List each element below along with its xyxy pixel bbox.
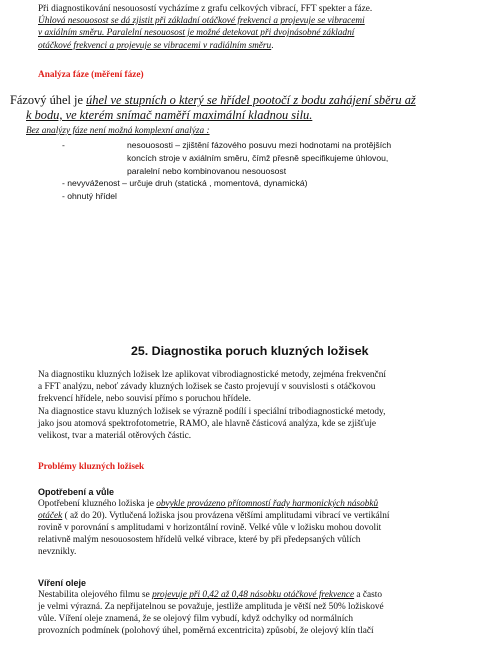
- wear-line-1-text: Opotřebení kluzného ložiska je: [38, 499, 157, 509]
- wear-line-1-underlined: obvykle provázeno přítomností řady harmonických násobků: [156, 499, 379, 509]
- bullet-3: - ohnutý hřídel: [62, 191, 117, 201]
- bullet-dash: -: [62, 140, 65, 150]
- section-p2-line-2: jako jsou atomová spektrofotometrie, RAMO, ale hlavně částicová analýza, kde se zjišťuje: [38, 419, 377, 429]
- wear-line-2: [38, 510, 389, 522]
- whirl-line-4: provozních podmínek (polohový úhel, poměrná excentricita) způsobí, že olejový klín tlačí: [38, 626, 374, 636]
- whirl-line-1-text: Nestabilita olejového filmu se: [38, 590, 153, 600]
- phase-definition-line-1: [10, 93, 416, 107]
- whirl-heading: Víření oleje: [38, 578, 87, 588]
- section-p1-line-3: frekvencí hřídele, nebo souvisí přímo s poruchou hřídele.: [38, 394, 251, 404]
- wear-line-4: relativně malým nesouosostem hřídelů velké vibrace, které by při předepsaných vůlích: [38, 535, 361, 545]
- wear-line-3: rovině v porovnání s amplitudami v horizontální rovině. Velké vůle v ložisku mohou dovolit: [38, 523, 382, 533]
- whirl-line-3: vůle. Víření oleje znamená, že se olejový film vybudí, když odchylky od normálních: [38, 614, 354, 624]
- phase-definition-underlined-1: úhel ve stupních o který se hřídel pootočí z bodu zahájení sběru až: [86, 93, 416, 107]
- intro-line-4-period: .: [271, 41, 274, 51]
- intro-line-4: [38, 40, 274, 52]
- phase-definition-line-2: k bodu, ve kterém snímač naměří maximální kladnou silu.: [26, 108, 313, 122]
- problems-heading: Problémy kluzných ložisek: [38, 462, 145, 472]
- bullet-1-line-3: paralelní nebo kombinovanou nesouosost: [127, 166, 287, 176]
- section-p1-line-1: Na diagnostiku kluzných ložisek lze aplikovat vibrodiagnostické metody, zejména frekvenční: [38, 370, 386, 380]
- phase-definition-prefix: Fázový úhel je: [10, 93, 87, 107]
- phase-note: Bez analýzy fáze není možná komplexní analýza :: [26, 126, 210, 136]
- whirl-line-2: je velmi výrazná. Za nepřijatelnou se považuje, jestliže amplituda je větší než 50% ložiskové: [38, 602, 384, 612]
- whirl-line-1-underlined: projevuje při 0,42 až 0,48 násobku otáčkové frekvence: [152, 590, 355, 600]
- whirl-line-1-end: a často: [354, 590, 382, 600]
- wear-line-2-underlined: otáček: [38, 511, 63, 521]
- wear-line-1: [38, 498, 378, 510]
- bullet-1-line-1: nesouososti – zjištění fázového posuvu mezi hodnotami na protějších: [127, 140, 392, 150]
- section-title: 25. Diagnostika poruch kluzných ložisek: [131, 344, 369, 358]
- intro-line-1: Při diagnostikování nesouosostí vycházíme z grafu celkových vibrací, FFT spekter a fáze.: [38, 4, 373, 14]
- intro-line-4-text: otáčkové frekvenci a projevuje se vibracemi v radiálním směru: [38, 41, 272, 51]
- section-p2-line-1: Na diagnostice stavu kluzných ložisek se výrazně podílí i speciální tribodiagnostické metody,: [38, 407, 386, 417]
- wear-line-2-text: ( až do 20). Vytlučená ložiska jsou provázena většími amplitudami vibrací ve vertikální: [62, 511, 390, 521]
- intro-line-2: Úhlová nesouosost se dá zjistit při základní otáčkové frekvenci a projevuje se vibracemi: [38, 16, 365, 26]
- wear-heading: Opotřebení a vůle: [38, 487, 115, 497]
- section-p2-line-3: velikost, tvar a materiál otěrových částic.: [38, 431, 192, 441]
- whirl-line-1: [38, 589, 382, 601]
- bullet-2: - nevyváženost – určuje druh (statická , momentová, dynamická): [62, 178, 308, 188]
- phase-heading: Analýza fáze (měření fáze): [38, 70, 144, 80]
- section-p1-line-2: a FFT analýzu, neboť závady kluzných ložisek se často projevují v souvislosti s otáčkovou: [38, 382, 376, 392]
- bullet-1-line-2: koncích stroje v axiálním směru, čímž přesně specifikujeme úhlovou,: [127, 153, 389, 163]
- intro-line-3: v axiálním směru. Paralelní nesouosost je možné detekovat při dvojnásobné základní: [38, 28, 355, 38]
- wear-line-5: nevznikly.: [38, 547, 77, 557]
